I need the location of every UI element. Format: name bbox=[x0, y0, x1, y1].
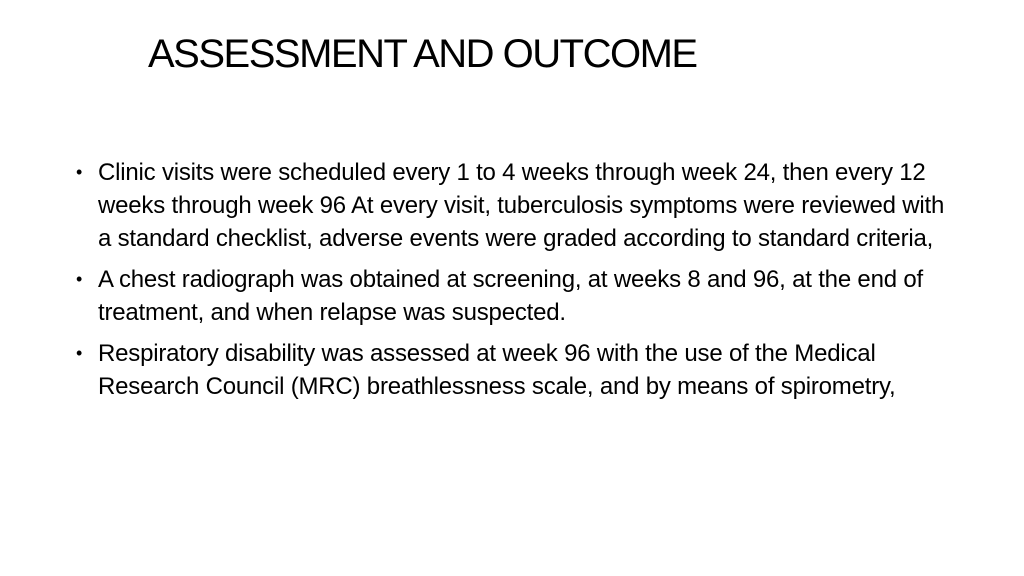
bullet-list bbox=[74, 156, 954, 411]
bullet-item bbox=[74, 263, 954, 329]
bullet-item bbox=[74, 337, 954, 403]
bullet-text: Respiratory disability was assessed at week 96 with the use of the Medical Research Council (MRC) breathlessness scale, and by means of spirometry, bbox=[98, 340, 896, 400]
bullet-item bbox=[74, 156, 954, 255]
bullet-dot-icon: • bbox=[76, 162, 83, 182]
bullet-dot-icon: • bbox=[76, 343, 83, 363]
slide-title: ASSESSMENT AND OUTCOME bbox=[148, 32, 697, 76]
bullet-dot-icon: • bbox=[76, 269, 83, 289]
bullet-text: A chest radiograph was obtained at screening, at weeks 8 and 96, at the end of treatment, and when relapse was suspected. bbox=[98, 266, 923, 326]
bullet-text: Clinic visits were scheduled every 1 to 4 weeks through week 24, then every 12 weeks through week 96 At every visit, tuberculosis symptoms were reviewed with a standard checklist, adverse events were graded according to standard criteria, bbox=[98, 159, 945, 252]
